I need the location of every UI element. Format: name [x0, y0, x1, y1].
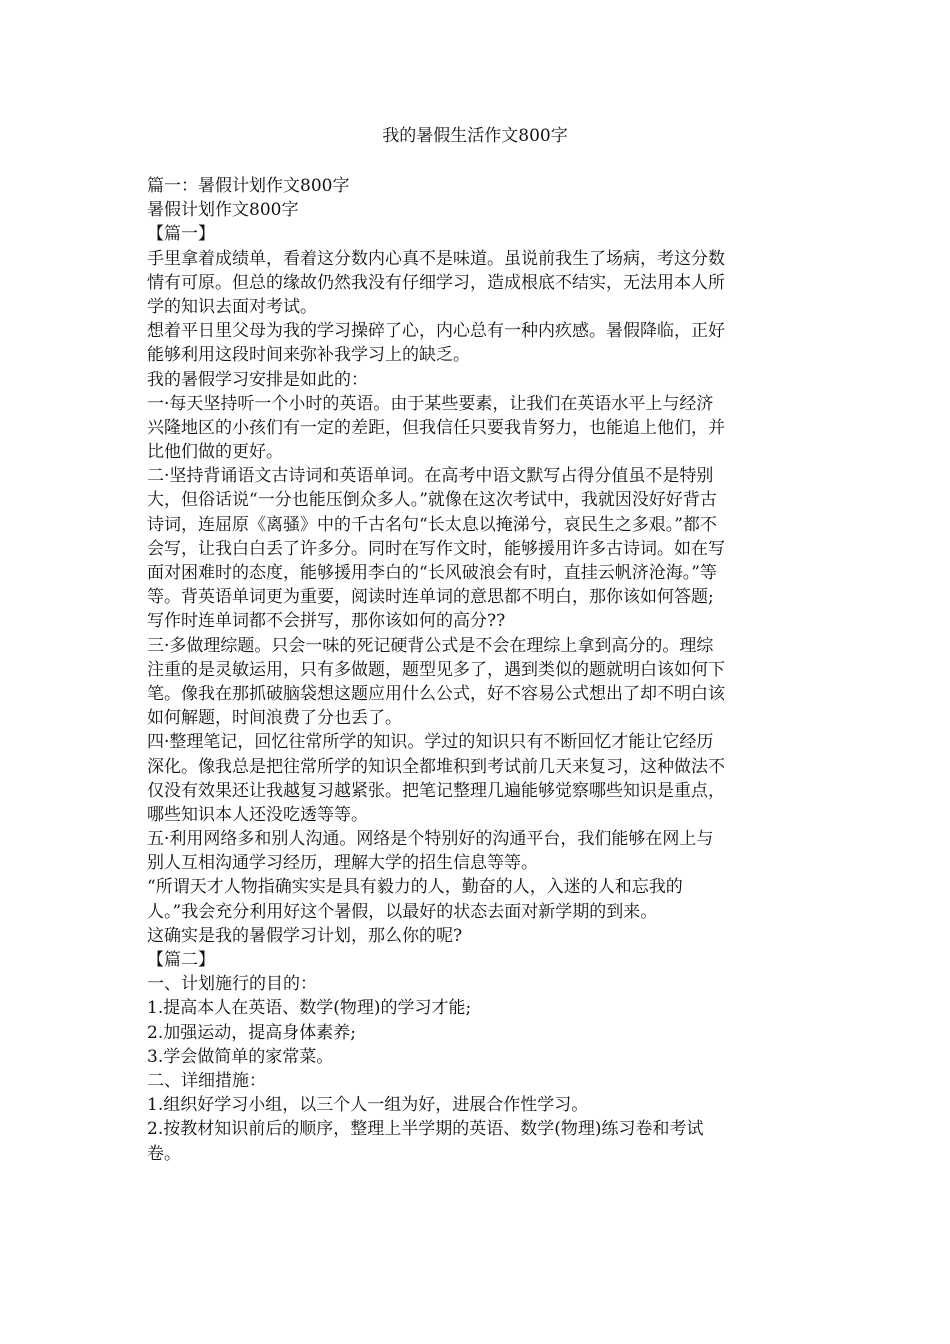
text-line: 哪些知识本人还没吃透等等。 — [147, 804, 368, 825]
text-line: 仅没有效果还让我越复习越紧张。把笔记整理几遍能够觉察哪些知识是重点， — [147, 780, 725, 801]
text-line: 手里拿着成绩单，看着这分数内心真不是味道。虽说前我生了场病，考这分数 — [147, 248, 725, 269]
text-line: 五·利用网络多和别人沟通。网络是个特别好的沟通平台，我们能够在网上与 — [147, 829, 714, 850]
text-line: 这确实是我的暑假学习计划，那么你的呢? — [147, 925, 463, 946]
text-line: 篇一：暑假计划作文800字 — [147, 176, 350, 196]
text-line: 一·每天坚持听一个小时的英语。由于某些要素，让我们在英语水平上与经济 — [147, 393, 714, 414]
text-line: 三·多做理综题。只会一味的死记硬背公式是不会在理综上拿到高分的。理综 — [147, 635, 714, 656]
text-line: 我的暑假学习安排是如此的： — [147, 369, 368, 390]
text-line: 写作时连单词都不会拼写，那你该如何的高分?? — [147, 611, 506, 632]
text-line: 【篇二】 — [147, 950, 215, 970]
text-line: 诗词，连屈原《离骚》中的千古名句“长太息以掩涕兮，哀民生之多艰。”都不 — [147, 514, 717, 535]
document-body — [147, 174, 807, 1166]
text-line: 比他们做的更好。 — [147, 442, 283, 463]
text-line: 兴隆地区的小孩们有一定的差距，但我信任只要我肯努力，也能追上他们，并 — [147, 417, 725, 438]
text-line: 想着平日里父母为我的学习操碎了心，内心总有一种内疚感。暑假降临，正好 — [147, 321, 725, 342]
text-line: 能够利用这段时间来弥补我学习上的缺乏。 — [147, 345, 470, 366]
text-line: 学的知识去面对考试。 — [147, 296, 317, 317]
text-line: 别人互相沟通学习经历，理解大学的招生信息等等。 — [147, 853, 538, 874]
text-line: 大，但俗话说“一分也能压倒众多人。”就像在这次考试中，我就因没好好背古 — [147, 490, 717, 511]
text-line: “所谓天才人物指确实实是具有毅力的人，勤奋的人，入迷的人和忘我的 — [147, 877, 683, 898]
text-line: 注重的是灵敏运用，只有多做题，题型见多了，遇到类似的题就明白该如何下 — [147, 659, 725, 680]
text-line: 笔。像我在那抓破脑袋想这题应用什么公式，好不容易公式想出了却不明白该 — [147, 683, 725, 704]
text-line: 3.学会做简单的家常菜。 — [147, 1046, 334, 1067]
text-line: 情有可原。但总的缘故仍然我没有仔细学习，造成根底不结实，无法用本人所 — [147, 272, 725, 293]
text-line: 1.组织好学习小组，以三个人一组为好，进展合作性学习。 — [147, 1095, 589, 1116]
text-line: 会写，让我白白丢了许多分。同时在写作文时，能够援用许多古诗词。如在写 — [147, 538, 725, 559]
text-line: 深化。像我总是把往常所学的知识全都堆积到考试前几天来复习，这种做法不 — [147, 756, 725, 777]
text-line: 二、详细措施： — [147, 1070, 266, 1091]
text-line: 面对困难时的态度，能够援用李白的“长风破浪会有时，直挂云帆济沧海。”等 — [147, 563, 717, 583]
text-line: 二·坚持背诵语文古诗词和英语单词。在高考中语文默写占得分值虽不是特别 — [147, 466, 714, 487]
text-line: 一、计划施行的目的： — [147, 974, 317, 995]
document-title: 我的暑假生活作文800字 — [382, 126, 568, 146]
text-line: 如何解题，时间浪费了分也丢了。 — [147, 708, 402, 729]
text-line: 2.加强运动，提高身体素养; — [147, 1022, 356, 1043]
text-line: 人。”我会充分利用好这个暑假，以最好的状态去面对新学期的到来。 — [147, 901, 658, 922]
text-line: 【篇一】 — [147, 224, 215, 245]
text-line: 四·整理笔记，回忆往常所学的知识。学过的知识只有不断回忆才能让它经历 — [147, 732, 714, 753]
text-line: 暑假计划作文800字 — [147, 200, 299, 221]
text-line: 等。背英语单词更为重要，阅读时连单词的意思都不明白，那你该如何答题; — [147, 587, 714, 608]
text-line: 卷。 — [147, 1143, 181, 1164]
text-line: 1.提高本人在英语、数学(物理)的学习才能; — [147, 998, 472, 1019]
text-line: 2.按教材知识前后的顺序，整理上半学期的英语、数学(物理)练习卷和考试 — [147, 1119, 704, 1140]
